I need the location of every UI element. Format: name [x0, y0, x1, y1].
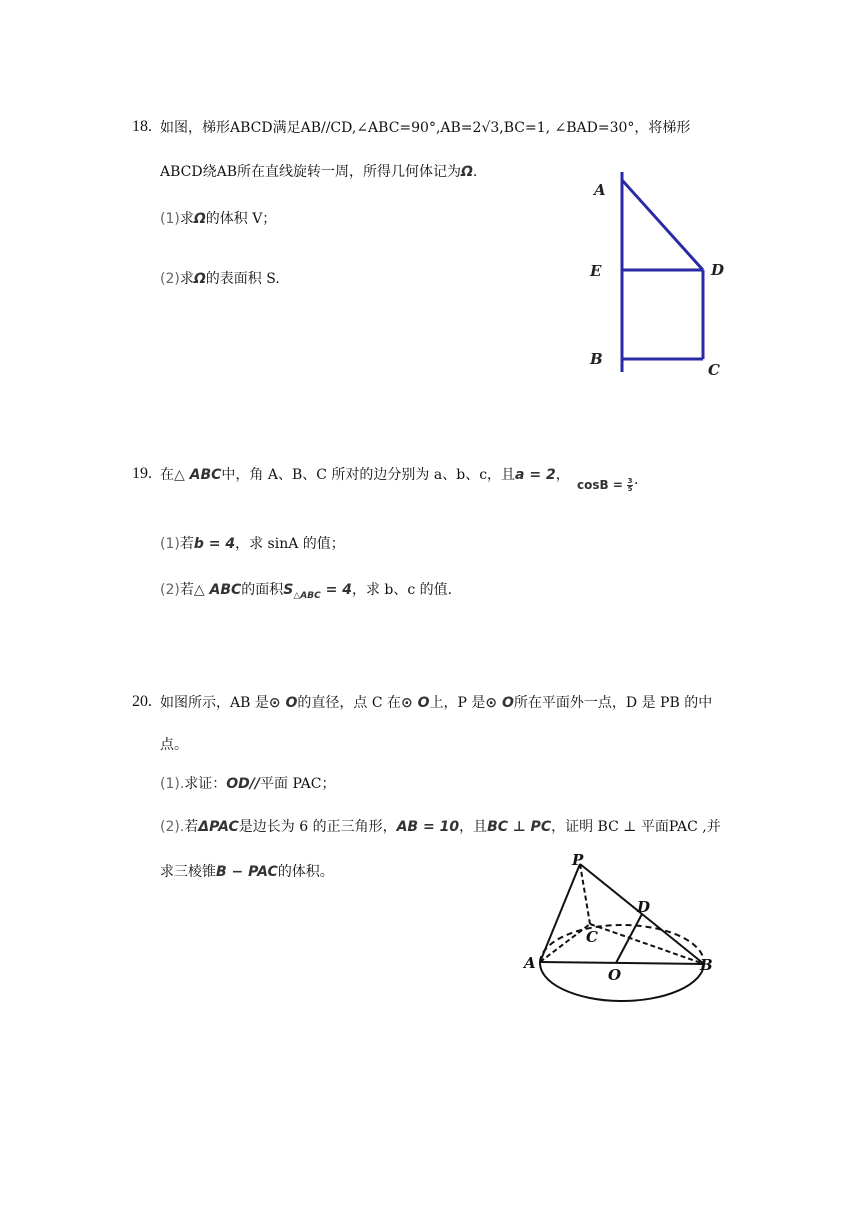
problem-text-line: 求三棱锥B − PAC的体积。	[160, 864, 334, 880]
part-label: (1).	[160, 776, 185, 792]
pyramid-b-pac: B − PAC	[216, 864, 278, 880]
sub-question-2: (2)若△ ABC的面积$S_{\triangle ABC} = 4$，求 b、c 的值.	[160, 582, 453, 601]
label-a: A	[524, 954, 536, 972]
segment-od	[616, 914, 642, 963]
period: .	[634, 472, 639, 488]
perpendicular-bc-pc: BC ⊥ PC	[487, 819, 552, 835]
cone-figure	[520, 852, 725, 1014]
equation-ab: AB = 10	[396, 819, 460, 835]
label-c: C	[586, 928, 598, 946]
sub-question-2: (2).若ΔPAC是边长为 6 的正三角形，AB = 10，且BC ⊥ PC，证明 BC ⊥ 平面PAC ,并	[160, 819, 721, 835]
problem-text-line: 如图所示，AB 是⊙ O的直径，点 C 在⊙ O上，P 是⊙ O所在平面外一点，D 是 PB 的中	[160, 695, 713, 711]
edge-cb	[590, 924, 704, 964]
label-o: O	[608, 966, 622, 984]
sub-question-1: (1).求证：OD//平面 PAC；	[160, 776, 336, 792]
equation-b: b = 4	[193, 536, 236, 552]
sub-question-1: (1)求Ω的体积 V；	[160, 211, 277, 227]
problem-number: 19.	[132, 465, 152, 482]
label-p: P	[572, 852, 584, 869]
trapezoid-figure	[580, 168, 750, 383]
od-parallel: OD//	[226, 776, 261, 792]
circle-o: ⊙ O	[401, 695, 430, 711]
problem-text-line: 在△ ABC中，角 A、B、C 所对的边分别为 a、b、c，且a = 2，	[160, 467, 570, 483]
edge-pc	[580, 864, 590, 924]
label-c: C	[708, 361, 720, 379]
omega-symbol: Ω	[193, 271, 206, 287]
triangle-pac: ΔPAC	[198, 819, 239, 835]
segment-ad	[622, 180, 703, 270]
sub-question-1: (1)若b = 4，求 sinA 的值；	[160, 536, 345, 552]
circle-o: ⊙ O	[485, 695, 514, 711]
problem-text-line: 如图，梯形ABCD满足AB//CD,∠ABC=90°,AB=2√3,BC=1, ∠BAD=30°，将梯形	[160, 120, 691, 136]
problem-number: 20.	[132, 693, 152, 710]
label-a: A	[594, 181, 606, 199]
area-expression: $S_{\triangle ABC} = 4$	[283, 582, 352, 601]
fraction: $\frac{3}{5}$	[627, 477, 633, 493]
label-d: D	[637, 898, 651, 916]
triangle-abc: △ ABC	[193, 582, 242, 598]
label-e: E	[590, 262, 602, 280]
sub-question-2: (2)求Ω的表面积 S.	[160, 271, 280, 287]
part-label: (1)	[160, 536, 180, 552]
omega-symbol: Ω	[461, 164, 473, 180]
part-label: (2)	[160, 271, 180, 287]
label-b: B	[590, 350, 603, 368]
triangle-abc: △ ABC	[174, 467, 222, 483]
problem-text-line: ABCD绕AB所在直线旋转一周，所得几何体记为Ω.	[160, 164, 478, 180]
problem-text-line: 点。	[160, 737, 188, 753]
circle-o: ⊙ O	[268, 695, 298, 711]
cos-b-expression: cosB = $\frac{3}{5}$	[577, 477, 633, 493]
base-circle-front	[540, 962, 704, 1001]
diameter-ab	[540, 962, 704, 964]
part-label: (2).	[160, 819, 185, 835]
problem-number: 18.	[132, 118, 152, 135]
part-label: (1)	[160, 211, 180, 227]
equation-a: a = 2	[515, 467, 556, 483]
omega-symbol: Ω	[193, 211, 206, 227]
label-b: B	[700, 956, 713, 974]
label-d: D	[711, 261, 725, 279]
part-label: (2)	[160, 582, 180, 598]
